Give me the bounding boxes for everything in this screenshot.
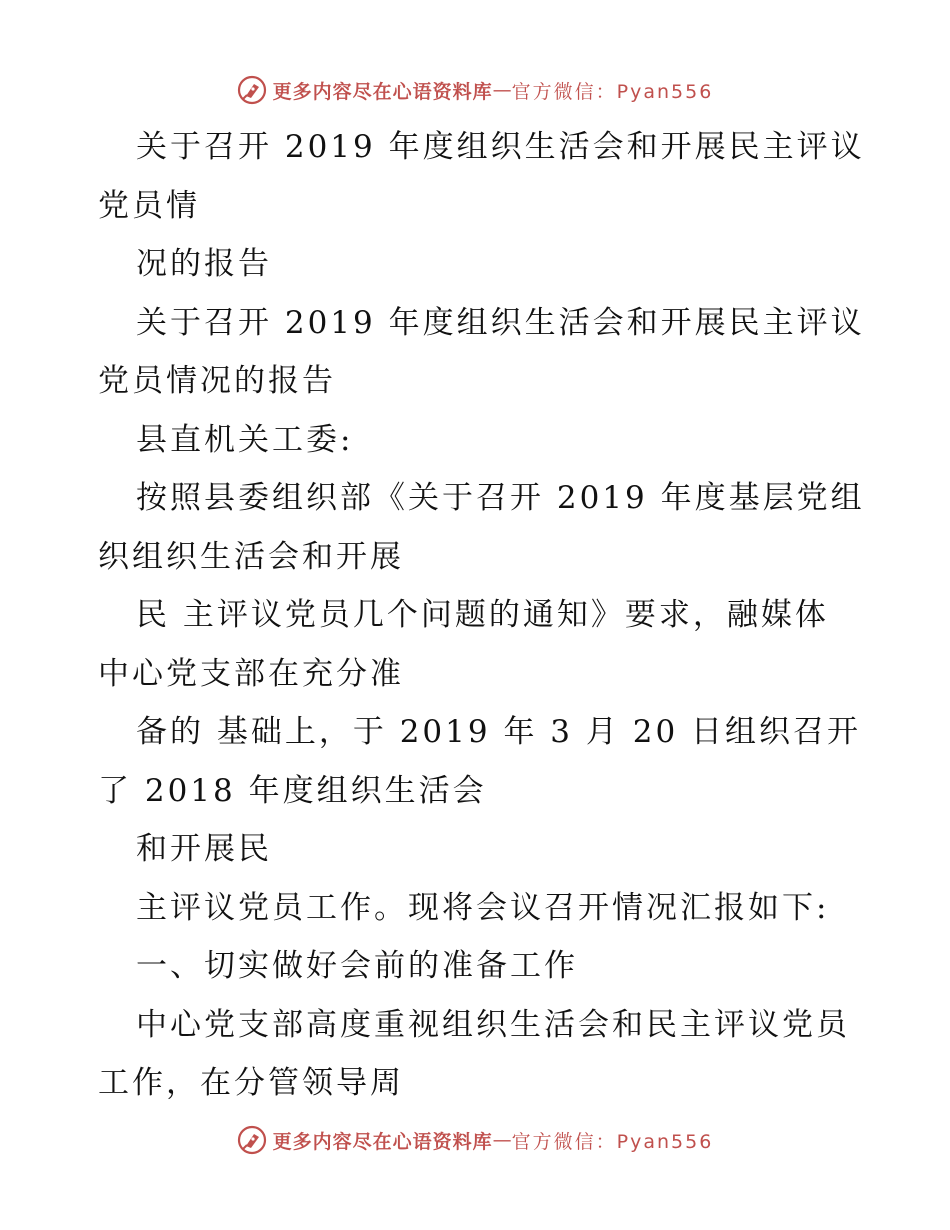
banner-separator: — bbox=[492, 79, 512, 101]
doc-line-1: 关于召开 2019 年度组织生活会和开展民主评议 bbox=[136, 129, 865, 165]
doc-line-11: 备的 基础上，于 2019 年 3 月 20 日组织召开 bbox=[136, 714, 862, 750]
doc-line-13: 和开展民 bbox=[136, 831, 272, 867]
banner-main-text: 更多内容尽在心语资料库 bbox=[272, 1130, 493, 1153]
document-body bbox=[98, 118, 865, 1113]
banner-sub-text: 官方微信：Pyan556 bbox=[511, 80, 714, 103]
doc-line-8: 织组织生活会和开展 bbox=[98, 538, 404, 575]
banner-separator: — bbox=[492, 1129, 512, 1151]
pen-nib-circle-icon bbox=[237, 75, 267, 105]
doc-line-12: 了 2018 年度组织生活会 bbox=[98, 772, 487, 809]
doc-line-5: 党员情况的报告 bbox=[98, 363, 336, 399]
doc-line-3: 况的报告 bbox=[136, 246, 272, 282]
doc-line-7: 按照县委组织部《关于召开 2019 年度基层党组 bbox=[136, 480, 865, 516]
doc-line-2: 党员情 bbox=[98, 187, 200, 224]
doc-line-15: 一、切实做好会前的准备工作 bbox=[136, 948, 578, 984]
header-watermark-banner bbox=[0, 70, 950, 110]
doc-line-14: 主评议党员工作。现将会议召开情况汇报如下: bbox=[136, 889, 830, 926]
banner-main-text: 更多内容尽在心语资料库 bbox=[272, 80, 493, 103]
pen-nib-circle-icon bbox=[237, 1125, 267, 1155]
doc-line-17: 工作，在分管领导周 bbox=[98, 1065, 404, 1101]
footer-watermark-banner bbox=[0, 1120, 950, 1160]
doc-line-9: 民 主评议党员几个问题的通知》要求，融媒体 bbox=[136, 597, 829, 633]
doc-line-16: 中心党支部高度重视组织生活会和民主评议党员 bbox=[136, 1006, 850, 1043]
doc-line-6: 县直机关工委: bbox=[136, 421, 354, 458]
doc-line-10: 中心党支部在充分准 bbox=[98, 655, 404, 692]
banner-sub-text: 官方微信：Pyan556 bbox=[511, 1130, 714, 1153]
doc-line-4: 关于召开 2019 年度组织生活会和开展民主评议 bbox=[136, 304, 865, 341]
